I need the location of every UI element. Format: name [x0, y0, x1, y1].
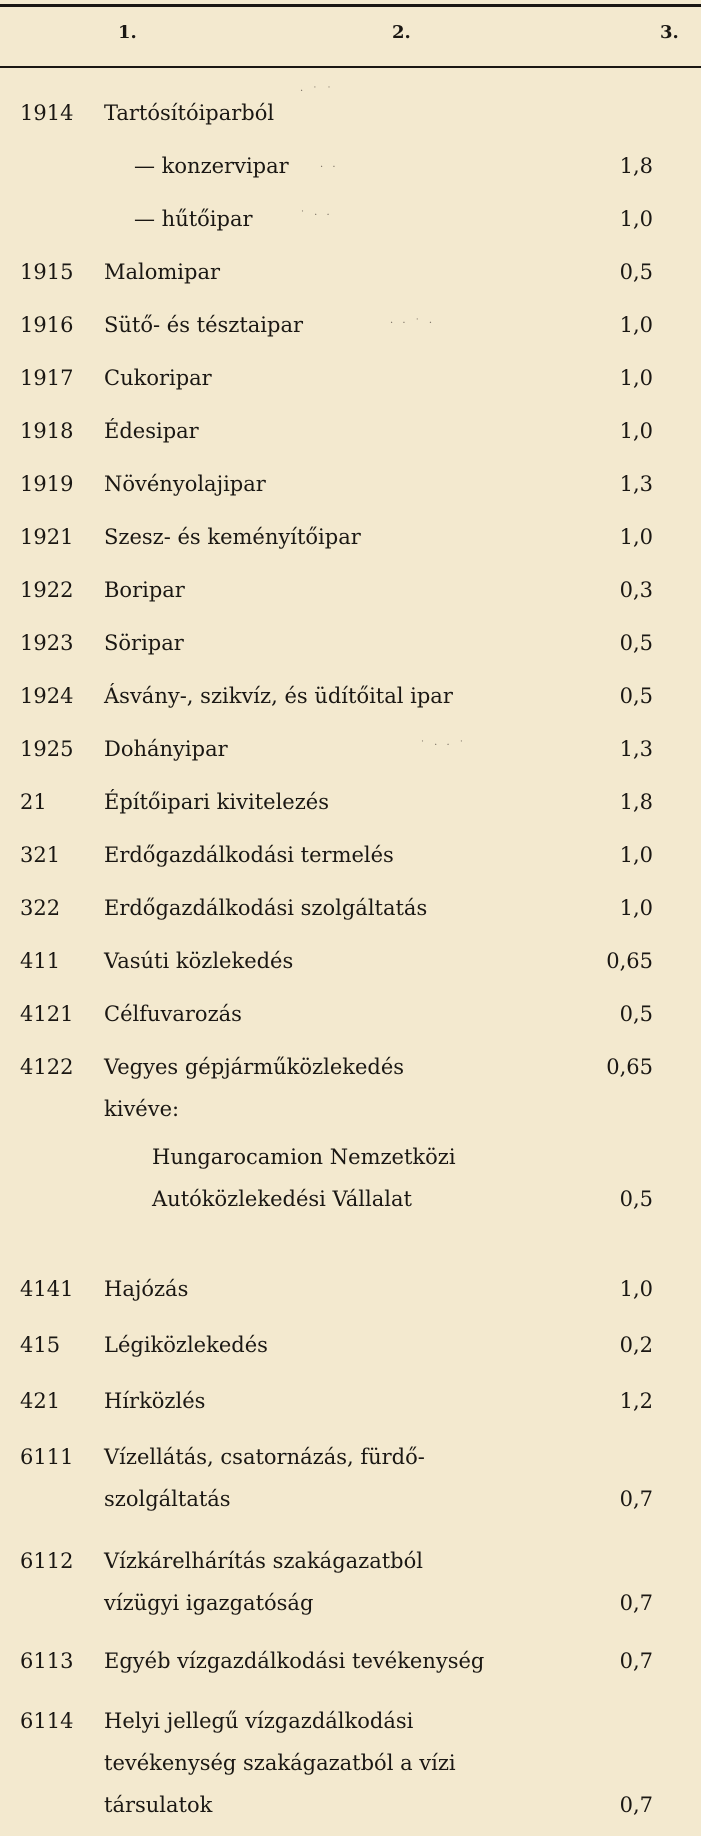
row-name: Helyi jellegű vízgazdálkodási tevékenység szakágazatból a vízi társulatok: [104, 1709, 456, 1817]
row-code: 1925: [20, 737, 74, 761]
row-value: 0,5: [619, 1187, 653, 1211]
row-name: Célfuvarozás: [104, 1002, 242, 1026]
print-speck: · ·: [320, 162, 339, 173]
row-name: Dohányipar: [104, 737, 228, 761]
row-name: Ásvány-, szikvíz, és üdítőital ipar: [104, 684, 453, 708]
column-header-row: [0, 22, 701, 52]
row-name: Építőipari kivitelezés: [104, 790, 329, 814]
row-code: 6111: [20, 1445, 74, 1469]
top-rule: [0, 4, 701, 7]
print-speck: ˙ · ·: [300, 210, 333, 221]
row-name: — hűtőipar: [134, 207, 253, 231]
header-rule: [0, 66, 701, 68]
row-value: 0,3: [619, 578, 653, 602]
row-code: 1921: [20, 525, 74, 549]
row-value: 1,8: [619, 154, 653, 178]
row-name: Növényolajipar: [104, 472, 266, 496]
row-code: 4121: [20, 1002, 74, 1026]
row-value: 0,5: [619, 1002, 653, 1026]
row-value: 0,5: [619, 631, 653, 655]
row-name: Erdőgazdálkodási szolgáltatás: [104, 896, 428, 920]
row-name: — konzervipar: [134, 154, 289, 178]
row-name: Édesipar: [104, 419, 199, 443]
row-code: 4141: [20, 1277, 74, 1301]
row-code: 322: [20, 896, 61, 920]
row-value: 0,7: [619, 1591, 653, 1615]
row-value: 1,0: [619, 366, 653, 390]
row-code: 1918: [20, 419, 74, 443]
row-value: 0,7: [619, 1487, 653, 1511]
row-code: 415: [20, 1333, 61, 1357]
row-name: Vízellátás, csatornázás, fürdő- szolgáltatás: [104, 1445, 425, 1511]
row-value: 1,0: [619, 843, 653, 867]
row-name: Cukoripar: [104, 366, 212, 390]
row-code: 1919: [20, 472, 74, 496]
row-name: Malomipar: [104, 260, 221, 284]
row-name: Hungarocamion Nemzetközi Autóközlekedési Vállalat: [152, 1145, 456, 1211]
row-name: Erdőgazdálkodási termelés: [104, 843, 394, 867]
column-header-3: 3.: [660, 22, 679, 43]
row-code: 6112: [20, 1549, 74, 1573]
row-value: 1,0: [619, 896, 653, 920]
row-value: 1,3: [619, 472, 653, 496]
row-value: 1,2: [619, 1389, 653, 1413]
row-code: 1922: [20, 578, 74, 602]
row-value: 0,7: [619, 1793, 653, 1817]
row-value: 1,0: [619, 207, 653, 231]
row-code: 1924: [20, 684, 74, 708]
row-value: 1,0: [619, 1277, 653, 1301]
row-value: 1,0: [619, 313, 653, 337]
row-value: 1,0: [619, 419, 653, 443]
row-code: 21: [20, 790, 47, 814]
column-header-1: 1.: [118, 22, 137, 43]
row-code: 1923: [20, 631, 74, 655]
row-name: Légiközlekedés: [104, 1333, 268, 1357]
row-value: 1,3: [619, 737, 653, 761]
row-value: 0,65: [606, 949, 653, 973]
row-name: Hajózás: [104, 1277, 189, 1301]
row-name: Söripar: [104, 631, 184, 655]
row-code: 1917: [20, 366, 74, 390]
print-speck: · ˙ ˙: [300, 86, 335, 97]
row-value: 0,65: [606, 1055, 653, 1079]
row-name: Sütő- és tésztaipar: [104, 313, 304, 337]
print-speck: · · ˙ ·: [390, 318, 436, 329]
column-header-2: 2.: [392, 22, 411, 43]
row-value: 0,5: [619, 260, 653, 284]
row-code: 421: [20, 1389, 61, 1413]
row-name: Egyéb vízgazdálkodási tevékenység: [104, 1649, 485, 1673]
row-name: Vegyes gépjárműközlekedés kivéve:: [104, 1055, 405, 1121]
row-name: Tartósítóiparból: [104, 101, 275, 125]
row-name: Szesz- és keményítőipar: [104, 525, 361, 549]
row-code: 6113: [20, 1649, 74, 1673]
row-value: 0,2: [619, 1333, 653, 1357]
row-value: 1,0: [619, 525, 653, 549]
row-code: 1916: [20, 313, 74, 337]
row-name: Hírközlés: [104, 1389, 206, 1413]
row-code: 321: [20, 843, 61, 867]
row-value: 0,5: [619, 684, 653, 708]
row-code: 1915: [20, 260, 74, 284]
row-code: 6114: [20, 1709, 74, 1733]
row-code: 411: [20, 949, 61, 973]
row-name: Vasúti közlekedés: [104, 949, 294, 973]
row-name: Boripar: [104, 578, 185, 602]
row-name: Vízkárelhárítás szakágazatból vízügyi igazgatóság: [104, 1549, 423, 1615]
row-value: 1,8: [619, 790, 653, 814]
print-speck: ˙ · · ˙: [420, 740, 467, 751]
row-code: 4122: [20, 1055, 74, 1079]
row-value: 0,7: [619, 1649, 653, 1673]
row-code: 1914: [20, 101, 74, 125]
